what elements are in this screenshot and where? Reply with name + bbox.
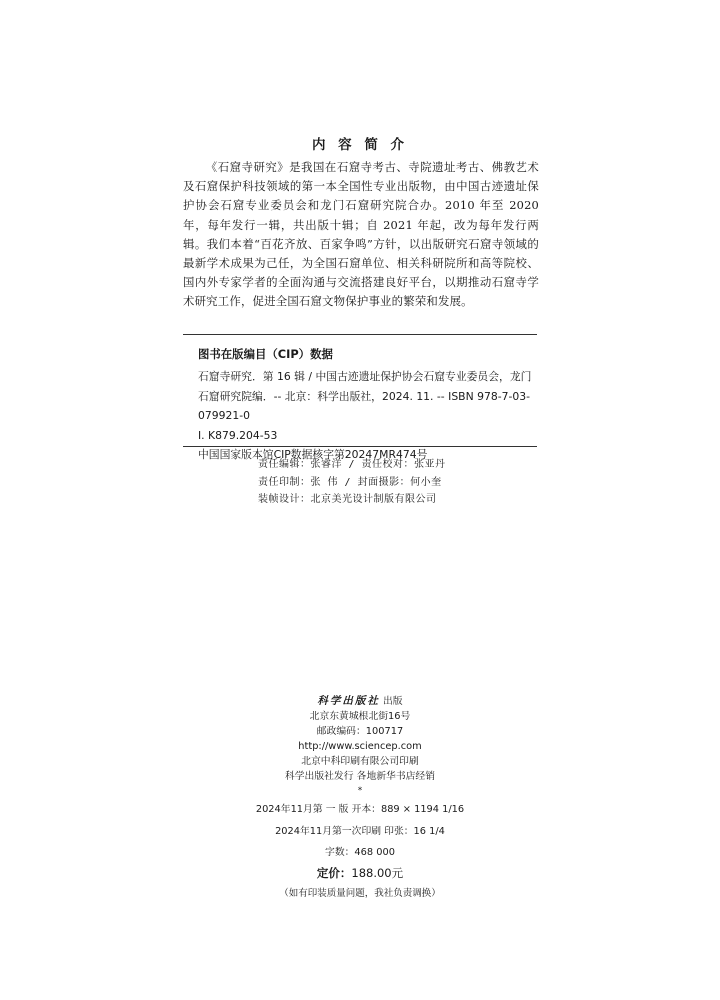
cip-verification: 中国国家版本馆CIP数据核字第20247MR474号 [198,448,428,461]
publisher-address: 北京东黄城根北街16号 [309,711,411,722]
staff-line-design: 装帧设计：北京美光设计制版有限公司 [258,494,437,505]
cip-heading: 图书在版编目（CIP）数据 [198,347,333,361]
cip-block [198,367,540,465]
publisher-postcode: 邮政编码：100717 [316,726,404,737]
printer-name: 北京中科印刷有限公司印刷 [301,756,419,767]
publisher-website: http://www.sciencep.com [298,741,422,752]
quality-note: （如有印装质量问题，我社负责调换） [279,888,441,899]
publisher-suffix: 出版 [379,696,403,707]
edition-line-1: 2024年11月第 一 版 开本：889 × 1194 1/16 [255,804,465,815]
distribution-info: 科学出版社发行 各地新华书店经销 [284,771,436,782]
staff-line-printing: 责任印制：张 伟 / 封面摄影：何小奎 [258,476,442,488]
edition-line-2: 2024年11月第一次印刷 印张：16 1/4 [275,826,445,837]
content-summary: 《石窟寺研究》是我国在石窟寺考古、寺院遗址考古、佛教艺术及石窟保护科技领域的第一本全国性专业出版物，由中国古迹遗址保护协会石窟专业委员会和龙门石窟研究院合办。2010 年至 2020 年，每年发行一辑，共出版十辑；自 2021 年起，改为每年发行两辑。我们本着“百花齐放、百家争鸣”方针，以出版研究石窟寺领域的最新学术成果为己任，为全国石窟单位、相关科研院所和高等院校、国内外专家学者的全面沟通与交流搭建良好平台，以期推动石窟寺学术研究工作，促进全国石窟文物保护事业的繁荣和发展。 [183,160,539,309]
price-label: 定价： [316,866,352,880]
bottom-divider [183,446,537,447]
top-divider [183,334,537,335]
price-value: 188.00元 [351,866,404,880]
cip-record: 石窟寺研究．第 16 辑 / 中国古迹遗址保护协会石窟专业委员会，龙门石窟研究院编．-- 北京：科学出版社，2024. 11. -- ISBN 978-7-03-079921-0 [198,370,532,422]
staff-line-editors: 责任编辑：张睿洋 / 责任校对：张亚丹 [258,459,446,470]
separator-star: * [357,786,363,796]
cip-classification: Ⅰ. K879.204-53 [198,428,278,442]
publisher-block [0,694,720,799]
word-count: 字数：468 000 [325,847,395,858]
publisher-line [0,694,720,709]
publisher-name: 科学出版社 [317,695,380,707]
staff-credits [258,456,446,509]
page-title: 内 容 简 介 [311,137,409,153]
price-line [0,866,720,881]
